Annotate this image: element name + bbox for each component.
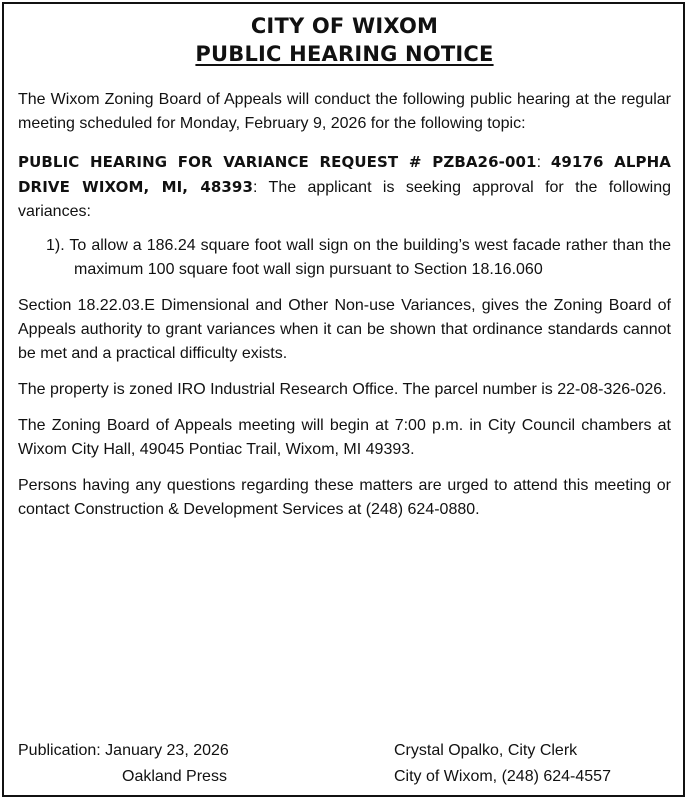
zoning-paragraph: The property is zoned IRO Industrial Research Office. The parcel number is 22-08-326-026. — [18, 381, 667, 398]
signature-block — [394, 738, 611, 790]
notice-type — [18, 40, 671, 68]
notice-type-text: PUBLIC HEARING NOTICE — [195, 42, 494, 66]
newspaper-name: Oakland Press — [122, 768, 227, 785]
variance-request-paragraph — [18, 150, 671, 224]
intro-paragraph: The Wixom Zoning Board of Appeals will conduct the following public hearing at the regular meeting scheduled for Monday, February 9, 2026 for the following topic: — [18, 91, 671, 132]
variance-text: To allow a 186.24 square foot wall sign on the building’s west facade rather than the maximum 100 square foot wall sign pursuant to Section 18.16.060 — [69, 237, 671, 278]
request-address: 49176 ALPHA DRIVE WIXOM, MI, 48393 — [18, 153, 672, 196]
public-notice — [2, 2, 685, 797]
request-heading: PUBLIC HEARING FOR VARIANCE REQUEST # PZBA26-001 — [18, 153, 537, 171]
publication-date: Publication: January 23, 2026 — [18, 742, 229, 759]
signer-contact: City of Wixom, (248) 624-4557 — [394, 768, 611, 785]
publication-info — [18, 738, 229, 790]
signer-name: Crystal Opalko, City Clerk — [394, 742, 578, 759]
request-separator: : — [536, 154, 551, 171]
variance-item — [18, 234, 671, 282]
contact-paragraph: Persons having any questions regarding these matters are urged to attend this meeting or contact Construction & Development Services at (248) 624-0880. — [18, 477, 671, 518]
request-text: : The applicant is seeking approval for the following variances: — [18, 179, 671, 220]
section-paragraph: Section 18.22.03.E Dimensional and Other Non-use Variances, gives the Zoning Board of Appeals authority to grant variances when it can be shown that ordinance standards cannot be met and a practical difficulty exists. — [18, 297, 671, 362]
variance-number: 1). — [46, 237, 65, 254]
meeting-paragraph: The Zoning Board of Appeals meeting will begin at 7:00 p.m. in City Council chambers at Wixom City Hall, 49045 Pontiac Trail, Wixom, MI 49393. — [18, 417, 671, 458]
city-name: CITY OF WIXOM — [250, 14, 439, 38]
notice-title — [18, 12, 671, 68]
